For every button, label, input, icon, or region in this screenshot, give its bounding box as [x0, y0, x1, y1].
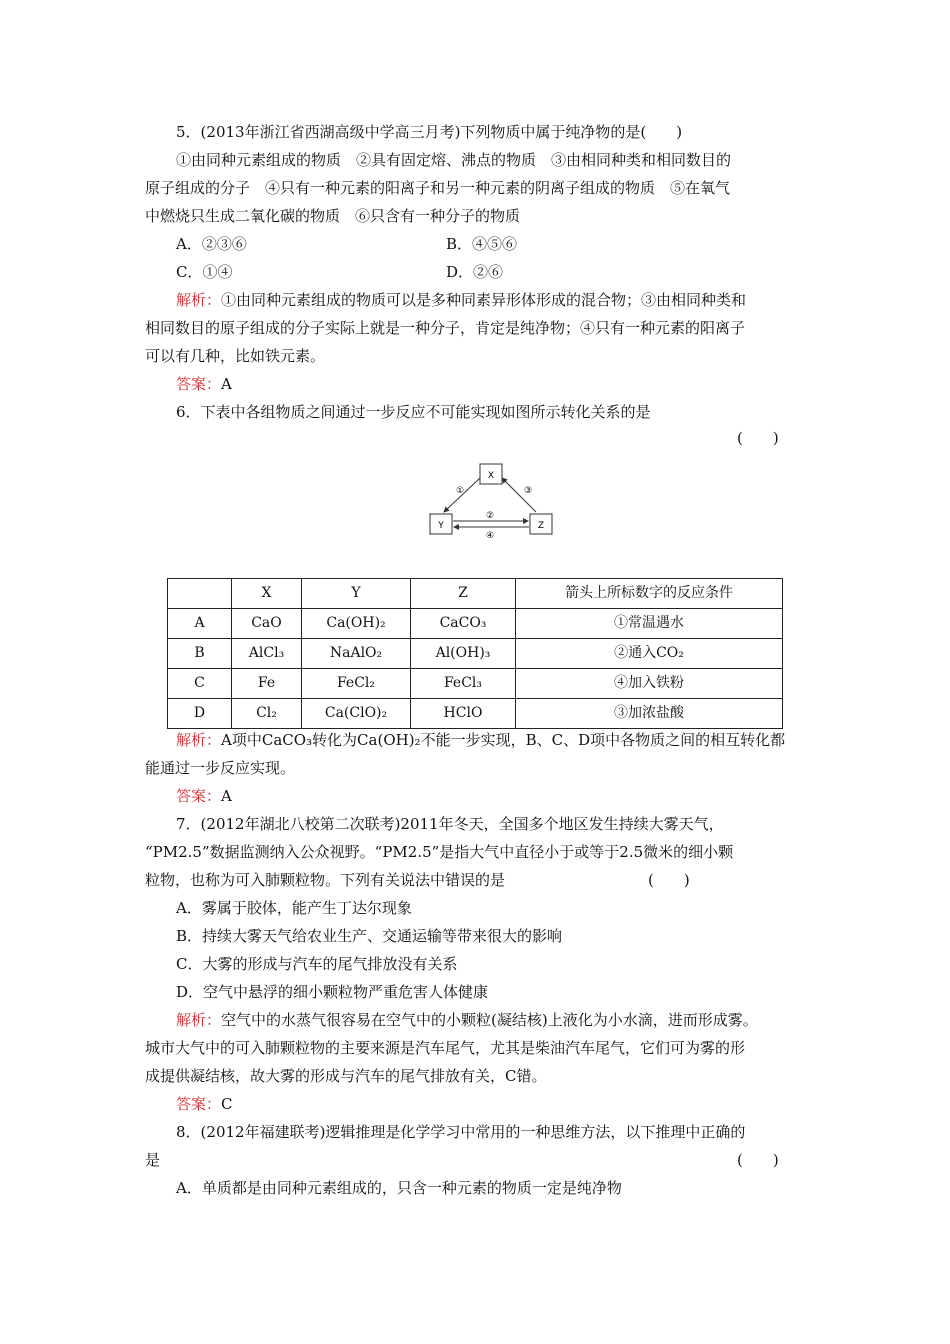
table-cell: CaO — [232, 609, 302, 639]
table-cell: Ca(ClO)₂ — [302, 699, 411, 729]
analysis-label: 解析： — [176, 291, 222, 309]
q5-stem: 5．(2013年浙江省西湖高级中学高三月考)下列物质中属于纯净物的是( ) — [176, 123, 683, 141]
answer-value: A — [221, 787, 232, 805]
table-cell: HClO — [411, 699, 516, 729]
q7-answer — [176, 1094, 233, 1114]
q6-analysis-line-2: 能通过一步反应实现。 — [145, 759, 296, 777]
q7-option-a: A．雾属于胶体，能产生丁达尔现象 — [176, 899, 412, 917]
node-z-label: Z — [537, 521, 545, 531]
table-cell: B — [168, 639, 232, 669]
node-y-label: Y — [438, 521, 444, 531]
q7-analysis-line-2: 城市大气中的可入肺颗粒物的主要来源是汽车尾气，尤其是柴油汽车尾气，它们可为雾的形 — [145, 1039, 746, 1057]
q5-line-1: ①由同种元素组成的物质 ②具有固定熔、沸点的物质 ③由相同种类和相同数目的 — [176, 151, 732, 169]
q7-line-3: 粒物，也称为可入肺颗粒物。下列有关说法中错误的是 — [145, 871, 506, 889]
analysis-label: 解析： — [176, 731, 222, 749]
q7-analysis-line-1 — [176, 1010, 758, 1030]
table-cell: Fe — [232, 669, 302, 699]
q6-analysis-line-1 — [176, 730, 785, 750]
q7-option-c: C．大雾的形成与汽车的尾气排放没有关系 — [176, 955, 458, 973]
table-cell: Al(OH)₃ — [411, 639, 516, 669]
table-cell: AlCl₃ — [232, 639, 302, 669]
table-row — [168, 699, 783, 729]
table-cell: FeCl₃ — [411, 669, 516, 699]
table-cell: NaAlO₂ — [302, 639, 411, 669]
table-cell: ②通入CO₂ — [516, 639, 783, 669]
table-cell: ④加入铁粉 — [516, 669, 783, 699]
table-cell: D — [168, 699, 232, 729]
q7-line-1: 7．(2012年湖北八校第二次联考)2011年冬天，全国多个地区发生持续大雾天气， — [176, 815, 724, 833]
arrow-2-label: ② — [486, 511, 495, 521]
table-cell: Ca(OH)₂ — [302, 609, 411, 639]
q5-option-d: D．②⑥ — [446, 263, 504, 281]
q5-analysis-line-1 — [176, 290, 746, 310]
table-cell: A — [168, 609, 232, 639]
q7-line-2: “PM2.5”数据监测纳入公众视野。“PM2.5”是指大气中直径小于或等于2.5微米的细小颗 — [145, 843, 734, 861]
table-cell: C — [168, 669, 232, 699]
table-header-cell: Z — [411, 579, 516, 609]
table-row — [168, 639, 783, 669]
q5-line-3: 中燃烧只生成二氧化碳的物质 ⑥只含有一种分子的物质 — [145, 207, 521, 225]
q5-analysis-line-3: 可以有几种，比如铁元素。 — [145, 347, 326, 365]
table-header-row — [168, 579, 783, 609]
q7-bracket: ( ) — [648, 871, 690, 889]
q6-answer — [176, 786, 232, 806]
q7-option-b: B．持续大雾天气给农业生产、交通运输等带来很大的影响 — [176, 927, 563, 945]
q5-line-2: 原子组成的分子 ④只有一种元素的阳离子和另一种元素的阴离子组成的物质 ⑤在氧气 — [145, 179, 731, 197]
q5-option-c: C．①④ — [176, 263, 233, 281]
q6-stem: 6．下表中各组物质之间通过一步反应不可能实现如图所示转化关系的是 — [176, 403, 651, 421]
arrow-3-label: ③ — [524, 486, 533, 496]
analysis-text: A项中CaCO₃转化为Ca(OH)₂不能一步实现，B、C、D项中各物质之间的相互转化都 — [221, 731, 786, 749]
arrow-4-label: ④ — [486, 531, 495, 540]
table-header-cell: 箭头上所标数字的反应条件 — [516, 579, 783, 609]
q5-option-a: A．②③⑥ — [176, 235, 247, 253]
table-cell: ①常温遇水 — [516, 609, 783, 639]
answer-label: 答案： — [176, 787, 222, 805]
table-row — [168, 669, 783, 699]
table-cell: CaCO₃ — [411, 609, 516, 639]
analysis-text: 空气中的水蒸气很容易在空气中的小颗粒(凝结核)上液化为小水滴，进而形成雾。 — [221, 1011, 758, 1029]
node-x-label: X — [487, 471, 495, 481]
answer-label: 答案： — [176, 1095, 222, 1113]
q8-option-a: A．单质都是由同种元素组成的，只含一种元素的物质一定是纯净物 — [176, 1179, 622, 1197]
q8-bracket: ( ) — [737, 1151, 779, 1169]
table-row — [168, 609, 783, 639]
answer-label: 答案： — [176, 375, 222, 393]
q7-analysis-line-3: 成提供凝结核，故大雾的形成与汽车的尾气排放有关，C错。 — [145, 1067, 547, 1085]
table-cell: Cl₂ — [232, 699, 302, 729]
q8-line-2: 是 — [145, 1151, 161, 1169]
table-header-cell — [168, 579, 232, 609]
answer-value: C — [221, 1095, 233, 1113]
table-header-cell: Y — [302, 579, 411, 609]
q5-analysis-line-2: 相同数目的原子组成的分子实际上就是一种分子，肯定是纯净物；④只有一种元素的阳离子 — [145, 319, 746, 337]
q8-line-1: 8．(2012年福建联考)逻辑推理是化学学习中常用的一种思维方法，以下推理中正确的 — [176, 1123, 746, 1141]
answer-value: A — [221, 375, 232, 393]
analysis-text: ①由同种元素组成的物质可以是多种同素异形体形成的混合物；③由相同种类和 — [221, 291, 747, 309]
q6-conversion-diagram — [428, 460, 558, 540]
table-cell: ③加浓盐酸 — [516, 699, 783, 729]
analysis-label: 解析： — [176, 1011, 222, 1029]
q6-table — [167, 578, 783, 729]
q5-answer — [176, 374, 232, 394]
q6-bracket: ( ) — [737, 429, 779, 447]
q7-option-d: D．空气中悬浮的细小颗粒物严重危害人体健康 — [176, 983, 489, 1001]
table-cell: FeCl₂ — [302, 669, 411, 699]
table-header-cell: X — [232, 579, 302, 609]
arrow-1-label: ① — [456, 486, 465, 496]
q5-option-b: B．④⑤⑥ — [446, 235, 518, 253]
